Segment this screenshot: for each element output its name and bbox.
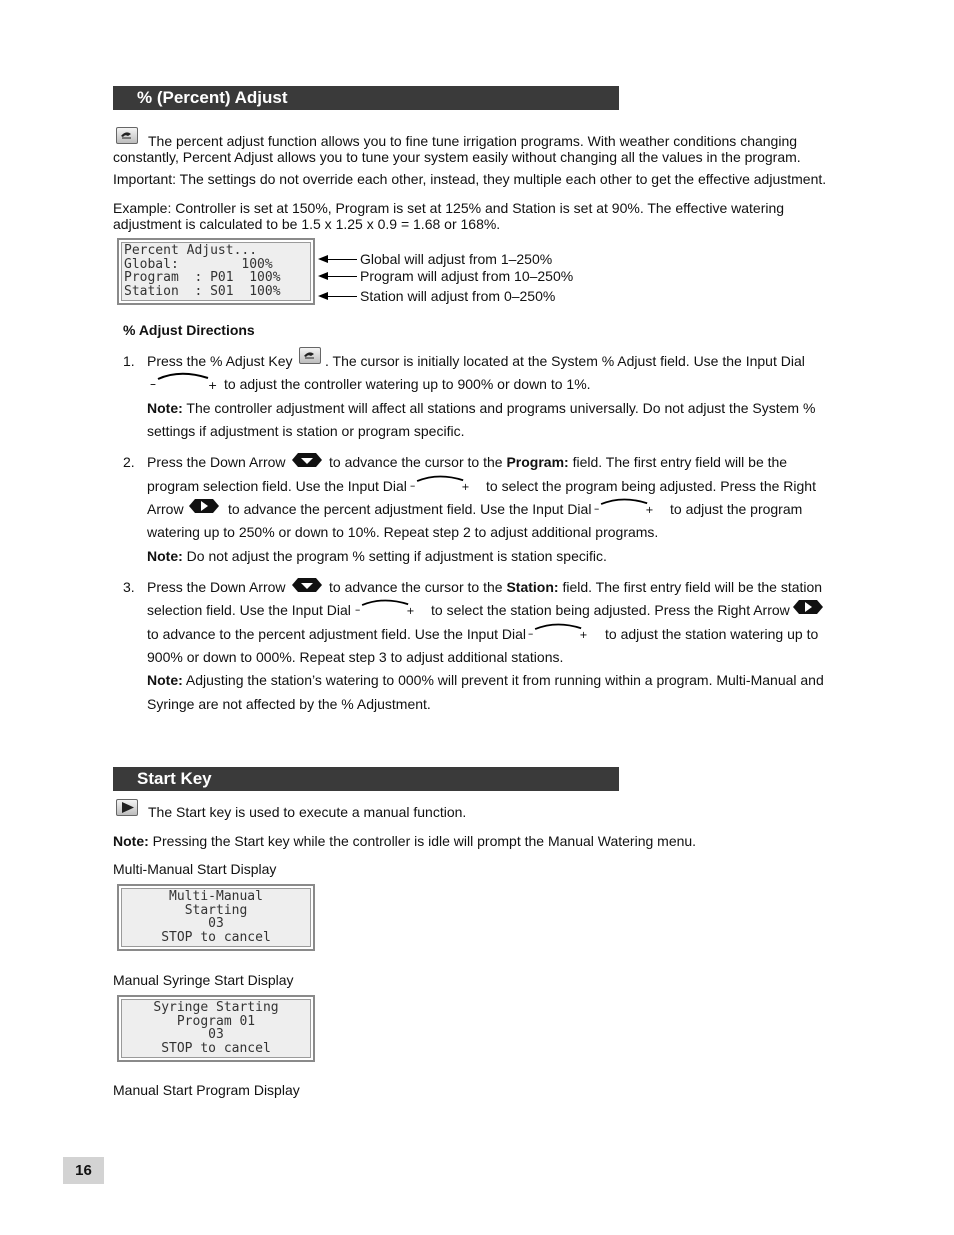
section-header-percent-adjust: % (Percent) Adjust: [113, 86, 619, 110]
step-3-text-d: selection field. Use the Input Dial: [147, 602, 351, 618]
down-arrow-icon: [290, 450, 324, 470]
step-3-text-f: to advance to the percent adjustment field. Use the Input Dial: [147, 626, 527, 642]
note-label: Note:: [113, 833, 149, 849]
lcd-row: Starting: [184, 902, 248, 918]
step-1-text-b: . The cursor is initially located at the System % Adjust field. Use the Input Dial: [325, 353, 805, 369]
callout-line: [326, 276, 357, 277]
start-key-description: The Start key is used to execute a manual function.: [148, 804, 467, 820]
step-3-text-b-normal: to advance the cursor to the: [329, 579, 503, 595]
callout-program: Program will adjust from 10–250%: [360, 268, 574, 284]
percent-adjust-key-icon: [116, 127, 138, 144]
svg-text:+: +: [645, 504, 654, 516]
down-arrow-icon: [290, 575, 324, 595]
step-3-note-1: [147, 672, 824, 688]
step-2-text-b: [329, 454, 787, 470]
step-3-text-h: 900% or down to 000%. Repeat step 3 to adjust additional stations.: [147, 649, 564, 665]
syringe-lcd: [117, 995, 315, 1062]
step-3-text-e: to select the station being adjusted. Press the Right Arrow: [431, 602, 790, 618]
svg-text:–: –: [355, 603, 361, 617]
note-text: Pressing the Start key while the controller is idle will prompt the Manual Watering menu.: [152, 833, 697, 849]
directions-heading: % Adjust Directions: [123, 322, 255, 338]
step-3-text-a: Press the Down Arrow: [147, 579, 286, 595]
step-2-text-i: watering up to 250% or down to 10%. Repeat step 2 to adjust additional programs.: [147, 524, 659, 540]
right-arrow-icon: [791, 597, 825, 617]
lcd-row: STOP to cancel: [161, 1040, 271, 1056]
step-2-text-f: Arrow: [147, 501, 184, 517]
callout-station: Station will adjust from 0–250%: [360, 288, 556, 304]
input-dial-icon: [594, 494, 656, 516]
svg-text:+: +: [406, 605, 415, 617]
svg-text:+: +: [579, 629, 588, 641]
note-label: Note:: [147, 672, 183, 688]
step-3-number: 3.: [123, 579, 135, 595]
percent-adjust-key-icon: [299, 347, 321, 364]
lcd-row: Percent Adjust...: [124, 243, 258, 258]
svg-text:–: –: [528, 627, 534, 641]
lcd-row: Program 01: [176, 1013, 256, 1029]
svg-text:–: –: [150, 377, 156, 391]
lcd-row: 03: [208, 916, 224, 931]
percent-adjust-lcd: [117, 238, 315, 305]
step-2-text-h: to adjust the program: [670, 501, 803, 517]
station-field-label: Station:: [506, 579, 559, 595]
note-text: Do not adjust the program % setting if adjustment is station specific.: [186, 548, 607, 564]
step-2-number: 2.: [123, 454, 135, 470]
multi-manual-lcd: [117, 884, 315, 951]
page-number: 16: [63, 1157, 104, 1184]
example-line-2: adjustment is calculated to be 1.5 x 1.25 x 0.9 = 1.68 or 168%.: [113, 216, 501, 232]
svg-text:+: +: [208, 379, 218, 392]
note-text: Adjusting the station’s watering to 000% will prevent it from running within a program. Multi-Manual and: [185, 672, 824, 688]
step-2-note: [147, 548, 607, 564]
right-arrow-icon: [187, 496, 221, 516]
step-2-text-c: field. The first entry field will be the: [572, 454, 788, 470]
step-3-text-b: [329, 579, 822, 595]
program-caption: Manual Start Program Display: [113, 1082, 300, 1098]
lcd-row: Syringe Starting: [153, 1000, 279, 1015]
lcd-row: Program : P01 100%: [124, 270, 281, 285]
program-field-label: Program:: [506, 454, 569, 470]
step-3-note-2: Syringe are not affected by the % Adjustment.: [147, 696, 431, 712]
note-label: Note:: [147, 548, 183, 564]
input-dial-icon: [410, 471, 472, 493]
multi-manual-caption: Multi-Manual Start Display: [113, 861, 277, 877]
intro-line-2: constantly, Percent Adjust allows you to tune your system easily without changing all the values in the program.: [113, 149, 801, 165]
callout-line: [326, 296, 357, 297]
callout-global: Global will adjust from 1–250%: [360, 251, 553, 267]
note-text: The controller adjustment will affect all stations and programs universally. Do not adjust the System %: [186, 400, 816, 416]
svg-text:–: –: [410, 479, 416, 493]
syringe-caption: Manual Syringe Start Display: [113, 972, 294, 988]
step-3-text-c: field. The first entry field will be the station: [562, 579, 823, 595]
input-dial-icon: [355, 595, 417, 617]
input-dial-icon: [150, 369, 218, 392]
lcd-row: Global: 100%: [124, 256, 273, 272]
start-key-icon: [116, 799, 138, 816]
step-2-text-g: to advance the percent adjustment field. Use the Input Dial: [228, 501, 592, 517]
step-2-text-d: program selection field. Use the Input Dial: [147, 478, 407, 494]
step-2-text-b-normal: to advance the cursor to the: [329, 454, 503, 470]
step-1-text-c: to adjust the controller watering up to 900% or down to 1%.: [224, 376, 591, 392]
step-3-text-g: to adjust the station watering up to: [605, 626, 819, 642]
lcd-row: Multi-Manual: [169, 889, 263, 904]
start-key-note: [113, 833, 696, 849]
note-label: Note:: [147, 400, 183, 416]
callout-line: [326, 259, 357, 260]
step-1-text-a: Press the % Adjust Key: [147, 353, 293, 369]
important-text: Important: The settings do not override each other, instead, they multiple each other to get the effective adjustment.: [113, 171, 827, 187]
intro-line-1: The percent adjust function allows you to fine tune irrigation programs. With weather conditions changing: [148, 133, 798, 149]
section-header-start-key: Start Key: [113, 767, 619, 791]
step-2-text-a: Press the Down Arrow: [147, 454, 286, 470]
lcd-row: STOP to cancel: [161, 929, 271, 945]
step-2-text-e: to select the program being adjusted. Press the Right: [486, 478, 816, 494]
example-line-1: Example: Controller is set at 150%, Program is set at 125% and Station is set at 90%. The effective watering: [113, 200, 785, 216]
svg-text:+: +: [461, 481, 470, 493]
lcd-row: Station : S01 100%: [124, 283, 281, 299]
svg-text:–: –: [594, 502, 600, 516]
step-1-number: 1.: [123, 353, 135, 369]
lcd-row: 03: [208, 1027, 224, 1042]
step-1-note-2: settings if adjustment is station or program specific.: [147, 423, 465, 439]
input-dial-icon: [528, 619, 590, 641]
step-1-note-1: [147, 400, 815, 416]
